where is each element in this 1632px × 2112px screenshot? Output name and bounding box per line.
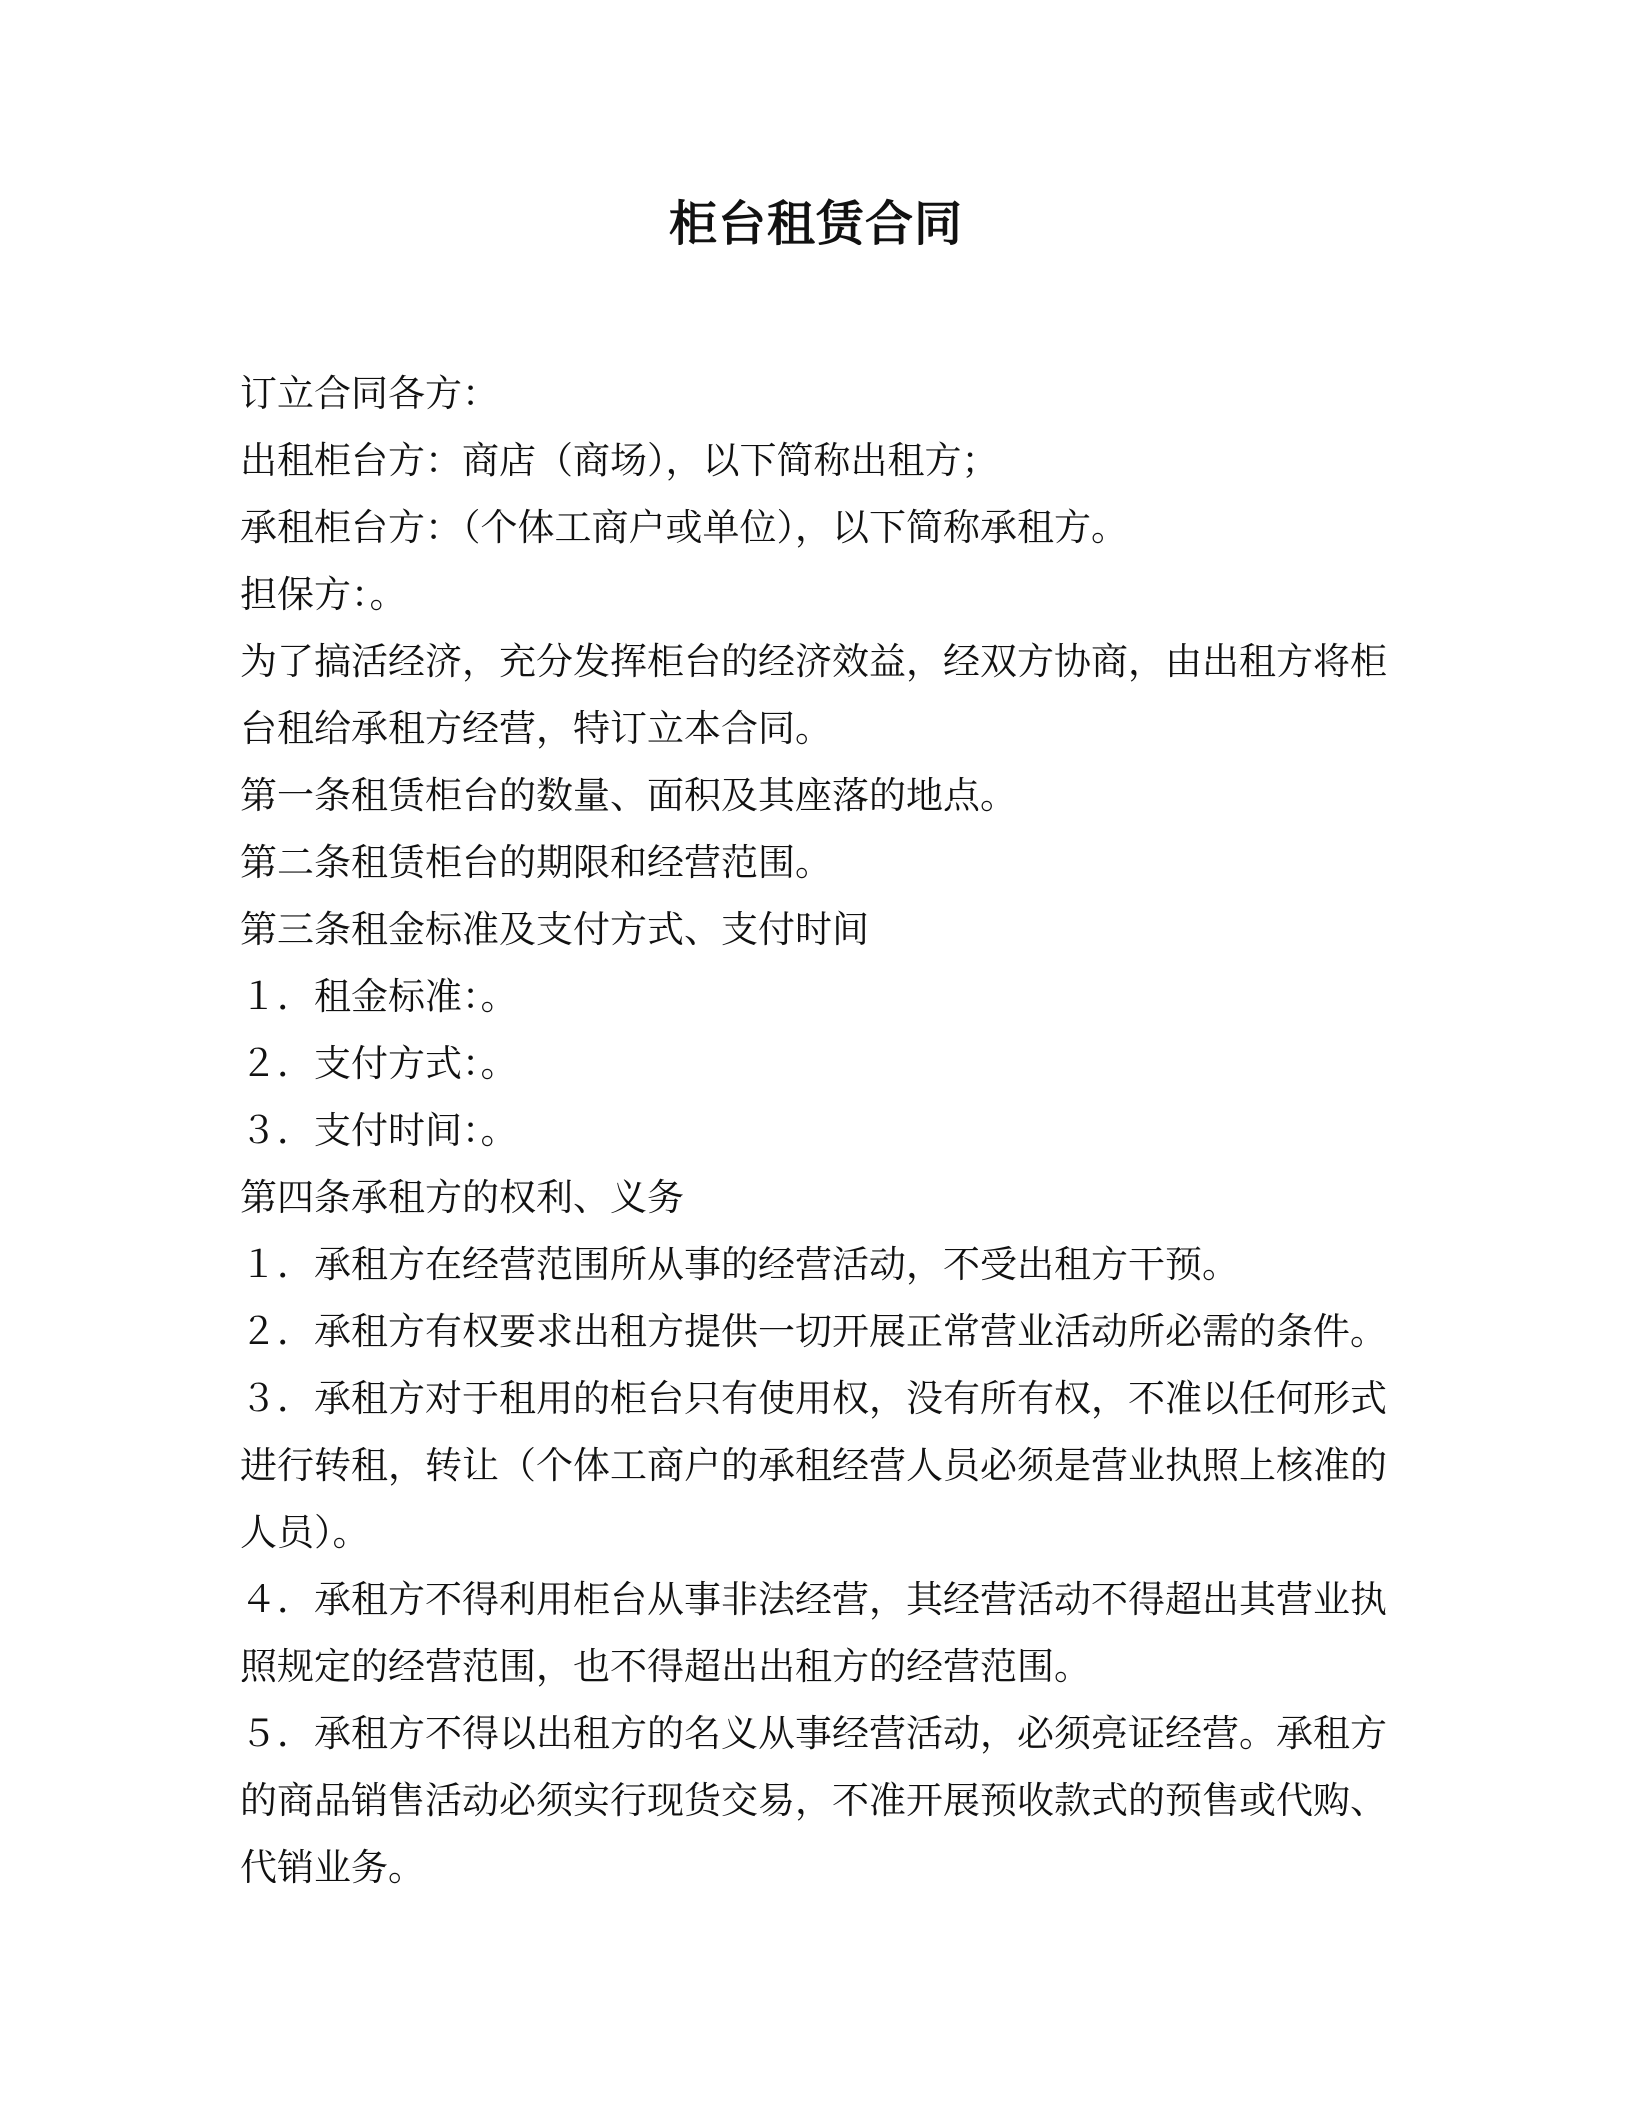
paragraph-purpose: 为了搞活经济，充分发挥柜台的经济效益，经双方协商，由出租方将柜台租给承租方经营，特订立本合同。 [240,640,1387,750]
article-1: 第一条租赁柜台的数量、面积及其座落的地点。 [240,774,1017,817]
article-4: 第四条承租方的权利、义务 [240,1176,684,1219]
paragraph-lessor: 出租柜台方：商店（商场），以下简称出租方； [240,439,999,482]
article-3-item-2: ２．支付方式：。 [240,1042,518,1085]
article-4-item-5: ５．承租方不得以出租方的名义从事经营活动，必须亮证经营。承租方的商品销售活动必须实行现货交易，不准开展预收款式的预售或代购、代销业务。 [240,1712,1387,1889]
document-title: 柜台租赁合同 [668,196,963,252]
article-2: 第二条租赁柜台的期限和经营范围。 [240,841,832,884]
article-4-item-3: ３．承租方对于租用的柜台只有使用权，没有所有权，不准以任何形式进行转租，转让（个体工商户的承租经营人员必须是营业执照上核准的人员）。 [240,1377,1387,1554]
article-3-item-1: １．租金标准：。 [240,975,518,1018]
article-4-item-4: ４．承租方不得利用柜台从事非法经营，其经营活动不得超出其营业执照规定的经营范围，也不得超出出租方的经营范围。 [240,1578,1387,1688]
article-4-item-1: １．承租方在经营范围所从事的经营活动，不受出租方干预。 [240,1243,1239,1286]
paragraph-lessee: 承租柜台方：（个体工商户或单位），以下简称承租方。 [240,506,1128,549]
article-3-item-3: ３．支付时间：。 [240,1109,518,1152]
article-4-item-2: ２．承租方有权要求出租方提供一切开展正常营业活动所必需的条件。 [240,1310,1387,1353]
article-3: 第三条租金标准及支付方式、支付时间 [240,908,869,951]
paragraph-guarantor: 担保方：。 [240,573,407,616]
paragraph-parties: 订立合同各方： [240,372,499,415]
document-body [240,360,1390,1901]
